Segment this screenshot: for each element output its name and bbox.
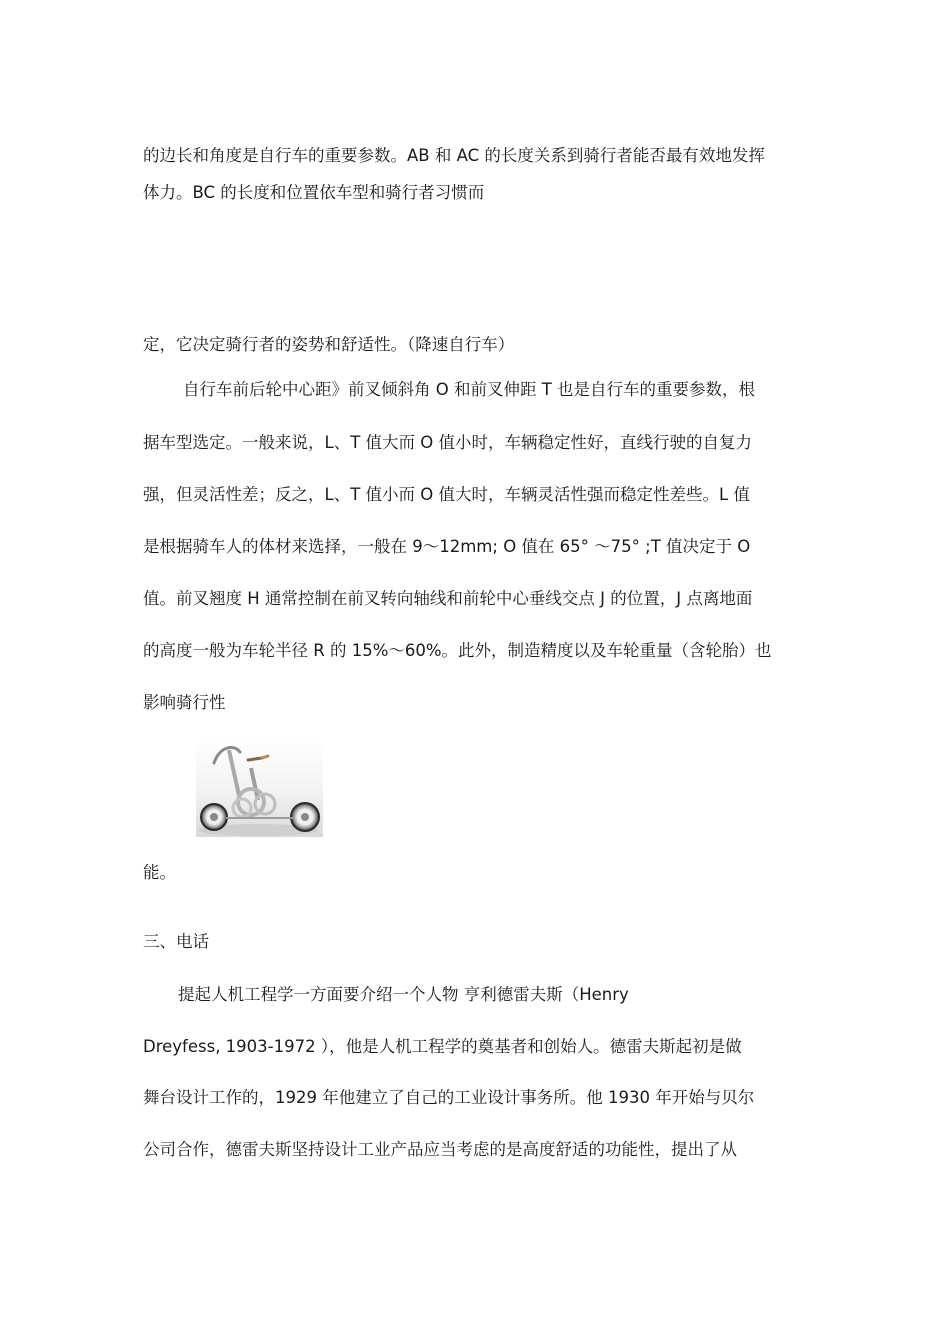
page-line: 强，但灵活性差；反之，L、T 值小而 O 值大时，车辆灵活性强而稳定性差些。L 值 [143,485,750,504]
page-line: 的高度一般为车轮半径 R 的 15%〜60%。此外，制造精度以及车轮重量（含轮胎）也 [143,641,772,660]
page-line: Dreyfess, 1903-1972 ），他是人机工程学的奠基者和创始人。德雷夫斯起初是做 [143,1037,742,1056]
page-line: 值。前叉翘度 H 通常控制在前叉转向轴线和前轮中心垂线交点 J 的位置，J 点离地面 [143,589,753,608]
page-line: 定，它决定骑行者的姿势和舒适性。（降速自行车） [143,335,515,354]
folding-bicycle-image [196,738,323,837]
page-line: 是根据骑车人的体材来选择，一般在 9〜12mm; O 值在 65° 〜75° ;T 值决定于 O [143,537,751,556]
page-line: 提起人机工程学一方面要介绍一个人物 亨利德雷夫斯（Henry [178,985,629,1004]
section-heading: 三、电话 [143,932,209,951]
page-line: 舞台设计工作的，1929 年他建立了自己的工业设计事务所。他 1930 年开始与贝尔 [143,1088,755,1107]
page-line: 自行车前后轮中心距》前叉倾斜角 O 和前叉伸距 T 也是自行车的重要参数，根 [183,380,756,399]
page-line: 能。 [143,863,176,882]
page-line: 的边长和角度是自行车的重要参数。AB 和 AC 的长度关系到骑行者能否最有效地发挥 [143,146,765,165]
page-line: 公司合作，德雷夫斯坚持设计工业产品应当考虑的是高度舒适的功能性，提出了从 [143,1140,737,1159]
page-line: 体力。BC 的长度和位置依车型和骑行者习惯而 [143,183,485,202]
page-line: 据车型选定。一般来说，L、T 值大而 O 值小时，车辆稳定性好，直线行驶的自复力 [143,433,752,452]
page-line: 影响骑行性 [143,693,226,712]
